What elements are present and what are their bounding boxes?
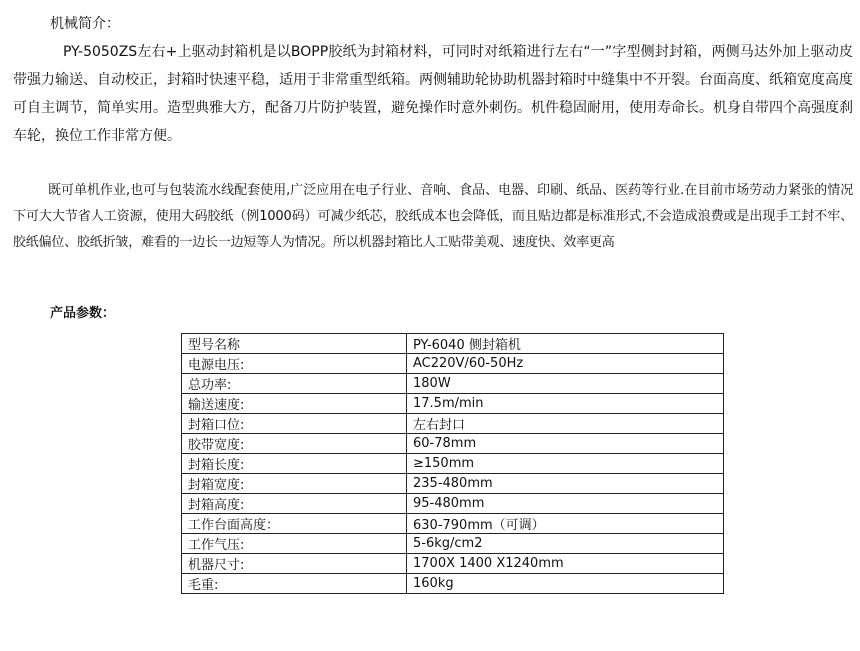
spec-label: 封箱口位:: [182, 414, 407, 434]
table-row: [182, 534, 724, 554]
spec-label: 胶带宽度:: [182, 434, 407, 454]
table-row: [182, 374, 724, 394]
table-row: [182, 494, 724, 514]
spec-value: 235-480mm: [407, 474, 724, 494]
spec-label: 机器尺寸:: [182, 554, 407, 574]
spec-label: 封箱宽度:: [182, 474, 407, 494]
spec-value: 180W: [407, 374, 724, 394]
table-row: [182, 334, 724, 354]
table-row: [182, 414, 724, 434]
spec-value: 左右封口: [407, 414, 724, 434]
spec-value: AC220V/60-50Hz: [407, 354, 724, 374]
table-row: [182, 454, 724, 474]
spec-label: 封箱高度:: [182, 494, 407, 514]
spec-value: 1700X 1400 X1240mm: [407, 554, 724, 574]
spec-label: 总功率:: [182, 374, 407, 394]
spec-value: 60-78mm: [407, 434, 724, 454]
spec-label: 型号名称: [182, 334, 407, 354]
table-row: [182, 354, 724, 374]
spec-value: 160kg: [407, 574, 724, 594]
spec-value: 5-6kg/cm2: [407, 534, 724, 554]
table-row: [182, 434, 724, 454]
table-row: [182, 554, 724, 574]
spec-value: PY-6040 侧封箱机: [407, 334, 724, 354]
intro-paragraph-2: 既可单机作业,也可与包装流水线配套使用,广泛应用在电子行业、音响、食品、电器、印刷、纸品、医药等行业.在目前市场劳动力紧张的情况下可大大节省人工资源，使用大码胶纸（例1000码）可减少纸芯，胶纸成本也会降低，而且贴边都是标准形式,不会造成浪费或是出现手工封不牢、胶纸偏位、胶纸折皱，难看的一边长一边短等人为情况。所以机器封箱比人工贴带美观、速度快、效率更高: [13, 183, 853, 250]
spec-value: 630-790mm（可调）: [407, 514, 724, 534]
table-row: [182, 514, 724, 534]
spec-label: 输送速度:: [182, 394, 407, 414]
spec-label: 封箱长度:: [182, 454, 407, 474]
params-title: 产品参数：: [50, 306, 116, 321]
spec-value: ≥150mm: [407, 454, 724, 474]
intro-title: 机械简介：: [50, 16, 120, 32]
spec-label: 毛重:: [182, 574, 407, 594]
intro-paragraph-1: PY-5050ZS左右+上驱动封箱机是以BOPP胶纸为封箱材料，可同时对纸箱进行左右“一”字型侧封封箱，两侧马达外加上驱动皮带强力输送、自动校正，封箱时快速平稳，适用于非常重型纸箱。两侧辅助轮协助机器封箱时中缝集中不开裂。台面高度、纸箱宽度高度可自主调节，简单实用。造型典雅大方，配备刀片防护装置，避免操作时意外刺伤。机件稳固耐用，使用寿命长。机身自带四个高强度刹车轮，换位工作非常方便。: [13, 44, 853, 144]
spec-label: 工作台面高度：: [182, 514, 407, 534]
spec-value: 95-480mm: [407, 494, 724, 514]
table-row: [182, 394, 724, 414]
table-row: [182, 474, 724, 494]
spec-value: 17.5m/min: [407, 394, 724, 414]
spec-label: 工作气压:: [182, 534, 407, 554]
spec-label: 电源电压:: [182, 354, 407, 374]
table-row: [182, 574, 724, 594]
spec-table: [181, 333, 724, 594]
